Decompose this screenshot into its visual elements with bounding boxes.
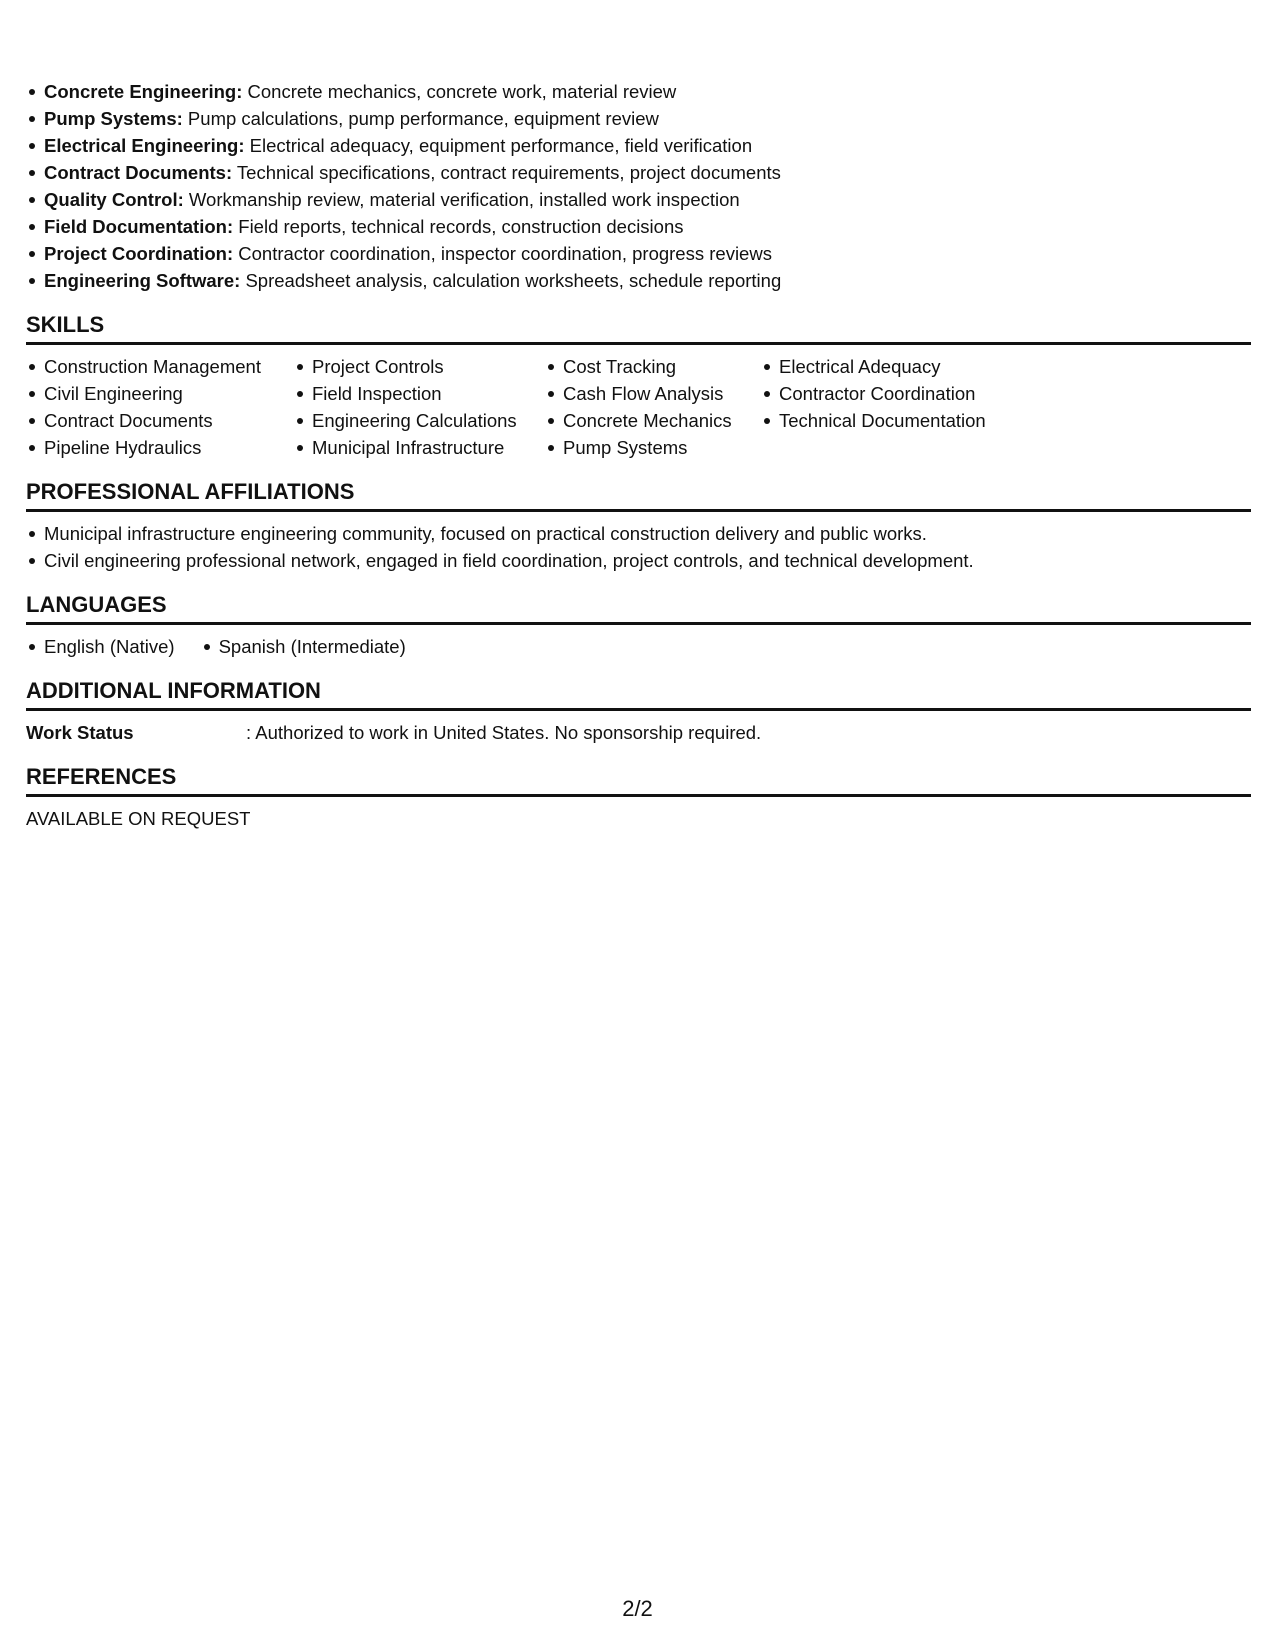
- page-number: 2/2: [622, 1596, 653, 1621]
- references-section: [26, 763, 1251, 832]
- languages-list: [26, 633, 1251, 660]
- expertise-label: Concrete Engineering:: [44, 81, 243, 102]
- section-title-references: REFERENCES: [26, 763, 1251, 797]
- expertise-text: Electrical adequacy, equipment performance, field verification: [244, 135, 753, 156]
- expertise-label: Contract Documents:: [44, 162, 233, 183]
- skill-item: Pipeline Hydraulics: [26, 434, 294, 461]
- skills-column-3: [545, 353, 761, 461]
- expertise-text: Spreadsheet analysis, calculation worksheets, schedule reporting: [240, 270, 782, 291]
- skill-item: Project Controls: [294, 353, 545, 380]
- affiliation-item: Municipal infrastructure engineering community, focused on practical construction delivery and public works.: [26, 520, 1251, 547]
- work-status-label: Work Status: [26, 722, 134, 743]
- skills-section: [26, 311, 1251, 461]
- expertise-text: Pump calculations, pump performance, equipment review: [182, 108, 659, 129]
- expertise-label: Pump Systems:: [44, 108, 183, 129]
- section-title-affiliations: PROFESSIONAL AFFILIATIONS: [26, 478, 1251, 512]
- list-item: [26, 186, 1251, 213]
- affiliations-list: [26, 520, 1251, 574]
- language-item: English (Native): [26, 633, 175, 660]
- languages-section: [26, 591, 1251, 660]
- additional-info-section: [26, 677, 1251, 746]
- skill-item: Contractor Coordination: [761, 380, 1021, 407]
- list-item: [26, 267, 1251, 294]
- expertise-label: Quality Control:: [44, 189, 184, 210]
- expertise-label: Field Documentation:: [44, 216, 234, 237]
- affiliation-item: Civil engineering professional network, engaged in field coordination, project controls, and technical development.: [26, 547, 1251, 574]
- skills-column-4: [761, 353, 1021, 461]
- list-item: [26, 213, 1251, 240]
- references-text: AVAILABLE ON REQUEST: [26, 808, 251, 829]
- expertise-text: Concrete mechanics, concrete work, material review: [242, 81, 677, 102]
- expertise-text: Workmanship review, material verification, installed work inspection: [183, 189, 740, 210]
- expertise-label: Electrical Engineering:: [44, 135, 245, 156]
- skill-item: Construction Management: [26, 353, 294, 380]
- work-status-value: : Authorized to work in United States. No sponsorship required.: [246, 722, 762, 743]
- skills-column-2: [294, 353, 545, 461]
- expertise-text: Technical specifications, contract requirements, project documents: [232, 162, 781, 183]
- expertise-text: Contractor coordination, inspector coordination, progress reviews: [233, 243, 772, 264]
- list-item: [26, 240, 1251, 267]
- skill-item: Concrete Mechanics: [545, 407, 761, 434]
- affiliations-section: [26, 478, 1251, 574]
- section-title-skills: SKILLS: [26, 311, 1251, 345]
- resume-page: [26, 78, 1251, 832]
- list-item: [26, 132, 1251, 159]
- expertise-text: Field reports, technical records, construction decisions: [233, 216, 684, 237]
- section-title-languages: LANGUAGES: [26, 591, 1251, 625]
- expertise-label: Engineering Software:: [44, 270, 241, 291]
- skill-item: Engineering Calculations: [294, 407, 545, 434]
- list-item: [26, 159, 1251, 186]
- skill-item: Contract Documents: [26, 407, 294, 434]
- work-status-row: [26, 719, 1251, 746]
- skill-item: Cash Flow Analysis: [545, 380, 761, 407]
- skill-item: Pump Systems: [545, 434, 761, 461]
- language-item: Spanish (Intermediate): [201, 633, 406, 660]
- list-item: [26, 105, 1251, 132]
- expertise-label: Project Coordination:: [44, 243, 234, 264]
- skill-item: Cost Tracking: [545, 353, 761, 380]
- list-item: [26, 78, 1251, 105]
- skills-column-1: [26, 353, 294, 461]
- skills-grid: [26, 353, 1251, 461]
- section-title-additional-info: ADDITIONAL INFORMATION: [26, 677, 1251, 711]
- expertise-list: [26, 78, 1251, 294]
- skill-item: Field Inspection: [294, 380, 545, 407]
- skill-item: Civil Engineering: [26, 380, 294, 407]
- skill-item: Municipal Infrastructure: [294, 434, 545, 461]
- skill-item: Technical Documentation: [761, 407, 1021, 434]
- skill-item: Electrical Adequacy: [761, 353, 1021, 380]
